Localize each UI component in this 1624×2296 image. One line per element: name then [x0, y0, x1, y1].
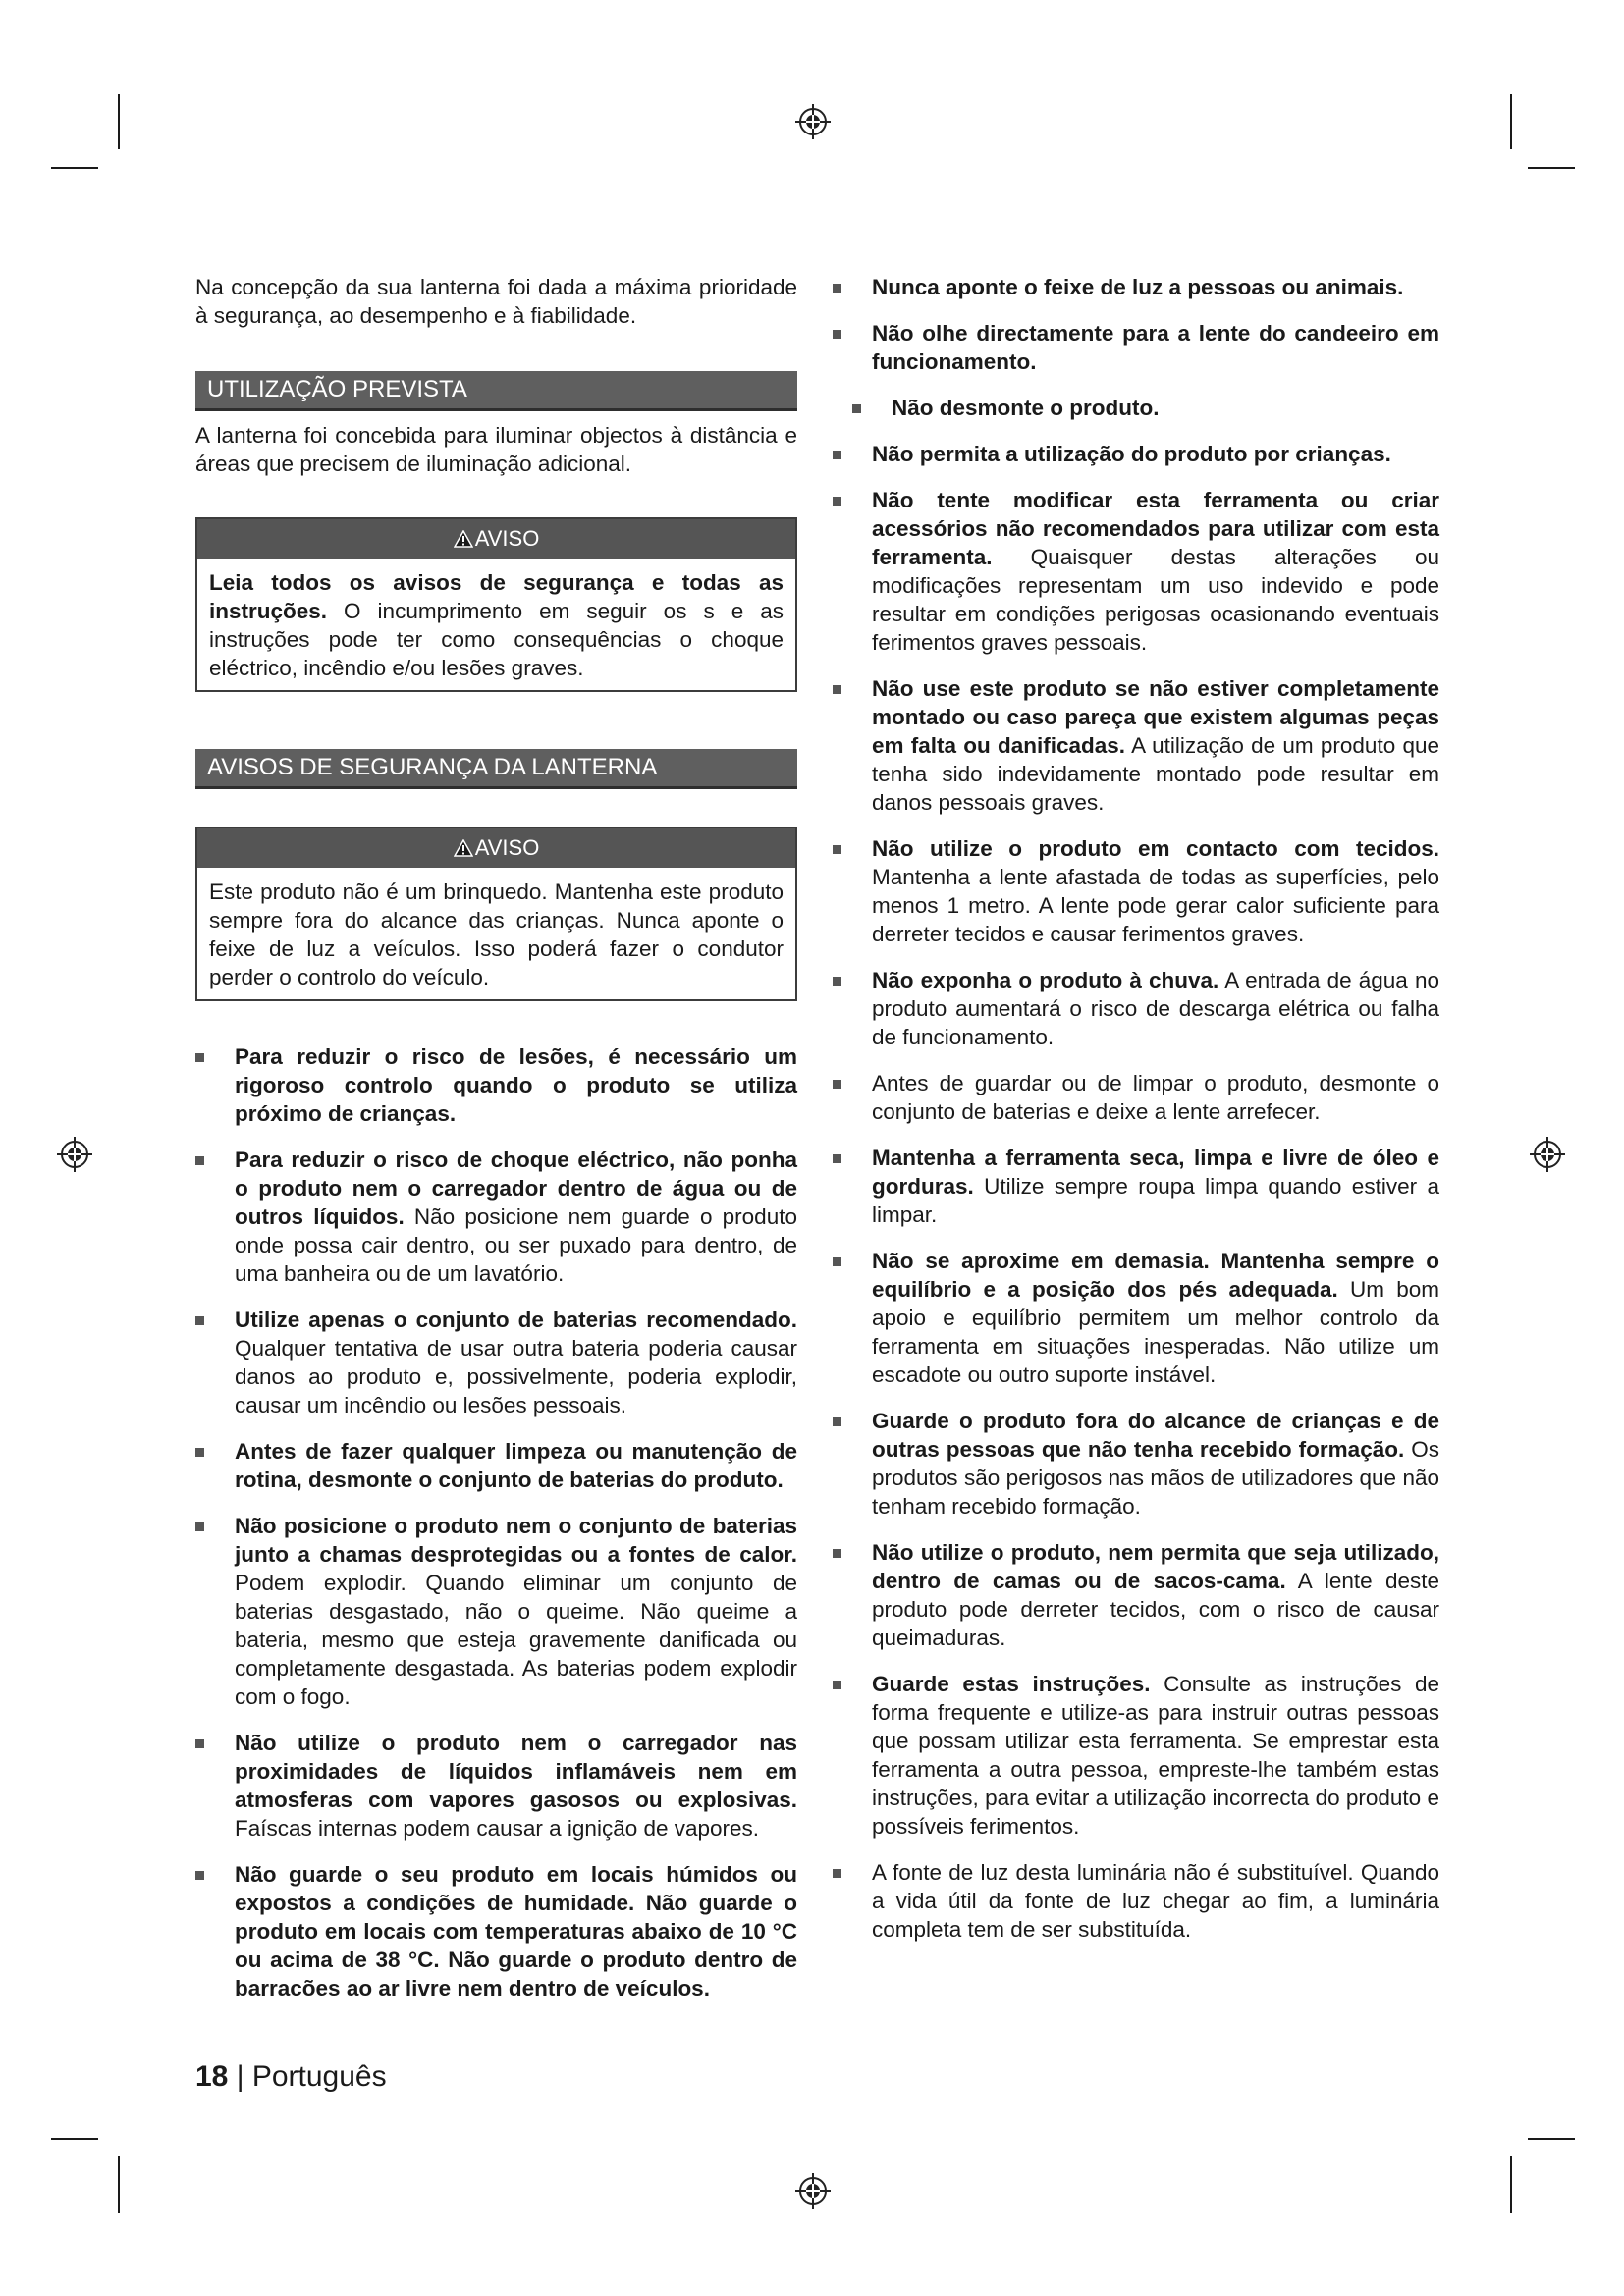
list-item-bold: Não desmonte o produto.: [892, 396, 1160, 420]
list-item: [195, 1437, 797, 1494]
warning-body-bold: Leia todos os avisos de segurança e todas as instruções.: [209, 570, 784, 623]
warning-box: [195, 827, 797, 1001]
list-item-bold: Não posicione o produto nem o conjunto de baterias junto a chamas desprotegidas ou a fontes de calor.: [235, 1514, 797, 1567]
intro-paragraph: Na concepção da sua lanterna foi dada a máxima prioridade à segurança, ao desempenho e à fiabilidade.: [195, 275, 797, 328]
right-column: [833, 273, 1439, 1944]
footer-separator: |: [228, 2060, 252, 2093]
list-item-text: A utilização de um produto que tenha sido indevidamente montado pode resultar em danos pessoais graves.: [872, 733, 1439, 815]
list-item: [833, 1407, 1439, 1521]
list-item-bold: Não utilize o produto em contacto com tecidos.: [872, 836, 1439, 861]
crop-mark: [51, 167, 98, 169]
list-item: [833, 1538, 1439, 1652]
list-item: [195, 1306, 797, 1419]
list-item-bold: Para reduzir o risco de choque eléctrico, não ponha o produto nem o carregador dentro de água ou de outros líquidos.: [235, 1148, 797, 1229]
registration-mark-icon: [1528, 1135, 1567, 1174]
list-item-text: A fonte de luz desta luminária não é substituível. Quando a vida útil da fonte de luz chegar ao fim, a luminária completa tem de ser substituída.: [872, 1860, 1439, 1942]
list-item-text: Quaisquer destas alterações ou modificações representam um uso indevido e pode resultar em condições perigosas ocasionando eventuais ferimentos graves pessoais.: [872, 545, 1439, 655]
list-item: [195, 1042, 797, 1128]
list-item-bold: Guarde o produto fora do alcance de crianças e de outras pessoas que não tenha recebido formação.: [872, 1409, 1439, 1462]
list-item-bold: Não exponha o produto à chuva.: [872, 968, 1219, 992]
list-item-text: Um bom apoio e equilíbrio permitem um melhor controlo da ferramenta em situações inesperadas. Não utilize um escadote ou outro suporte instável.: [872, 1277, 1439, 1387]
list-item: [195, 1512, 797, 1711]
list-item: [833, 1858, 1439, 1944]
list-item-bold: Não se aproxime em demasia. Mantenha sempre o equilíbrio e a posição dos pés adequada.: [872, 1249, 1439, 1302]
list-item-text: Os produtos são perigosos nas mãos de utilizadores que não tenham recebido formação.: [872, 1437, 1439, 1519]
warning-body: Este produto não é um brinquedo. Mantenha este produto sempre fora do alcance das crianças. Nunca aponte o feixe de luz a veículos. Isso poderá fazer o condutor perder o controlo do veículo.: [209, 880, 784, 989]
list-item-text: Mantenha a lente afastada de todas as superfícies, pelo menos 1 metro. A lente pode gerar calor suficiente para derreter tecidos e causar ferimentos graves.: [872, 865, 1439, 946]
crop-mark: [118, 2156, 120, 2213]
list-item-text: A lente deste produto pode derreter tecidos, com o risco de causar queimaduras.: [872, 1569, 1439, 1650]
list-item-bold: Para reduzir o risco de lesões, é necessário um rigoroso controlo quando o produto se utiliza próximo de crianças.: [235, 1044, 797, 1126]
warning-title: AVISO: [474, 835, 540, 860]
list-item-bold: Não tente modificar esta ferramenta ou criar acessórios não recomendados para utilizar com esta ferramenta.: [872, 488, 1439, 569]
list-item-text: Consulte as instruções de forma frequente e utilize-as para instruir outras pessoas que possam utilizar esta ferramenta. Se emprestar esta ferramenta a outra pessoa, empreste-lhe também estas instruções, para evitar a utilização incorrecta do produto e possíveis ferimentos.: [872, 1672, 1439, 1839]
section-heading-safety-warnings: AVISOS DE SEGURANÇA DA LANTERNA: [195, 749, 797, 789]
list-item-bold: Utilize apenas o conjunto de baterias recomendado.: [235, 1308, 797, 1332]
warning-body-rest: O incumprimento em seguir os s e as instruções pode ter como consequências o choque eléctrico, incêndio e/ou lesões graves.: [209, 599, 784, 680]
list-item-bold: Não utilize o produto nem o carregador nas proximidades de líquidos inflamáveis nem em atmosferas com vapores gasosos ou explosivas.: [235, 1731, 797, 1812]
warning-box: [195, 517, 797, 692]
list-item-text: Antes de guardar ou de limpar o produto, desmonte o conjunto de baterias e deixe a lente arrefecer.: [872, 1071, 1439, 1124]
warning-body: [197, 559, 795, 690]
list-item-bold: Guarde estas instruções.: [872, 1672, 1151, 1696]
list-item: [833, 440, 1439, 468]
list-item: [833, 1069, 1439, 1126]
registration-mark-icon: [793, 2171, 833, 2211]
list-item-text: Faíscas internas podem causar a ignição de vapores.: [235, 1816, 760, 1841]
left-column: [195, 273, 797, 2002]
list-item: [195, 1729, 797, 1842]
list-item: [833, 273, 1439, 301]
crop-mark: [1510, 2156, 1512, 2213]
crop-mark: [1528, 2138, 1575, 2140]
warning-triangle-icon: [454, 530, 473, 548]
list-item-text: Podem explodir. Quando eliminar um conjunto de baterias desgastado, não o queime. Não queime a bateria, mesmo que esteja gravemente danificada ou completamente desgastada. As baterias podem explodir com o fogo.: [235, 1571, 797, 1709]
list-item: [833, 486, 1439, 657]
list-item: [833, 966, 1439, 1051]
warning-title: AVISO: [474, 526, 540, 551]
crop-mark: [1528, 167, 1575, 169]
crop-mark: [51, 2138, 98, 2140]
list-item-bold: Mantenha a ferramenta seca, limpa e livre de óleo e gorduras.: [872, 1146, 1439, 1199]
list-item-bold: Não guarde o seu produto em locais húmidos ou expostos a condições de humidade. Não guarde o produto em locais com temperaturas abaixo de 10 °C ou acima de 38 °C. Não guarde o produto dentro de barracões ao ar livre nem dentro de veículos.: [235, 1862, 797, 2001]
list-item-text: Não posicione nem guarde o produto onde possa cair dentro, ou ser puxado para dentro, de uma banheira ou de um lavatório.: [235, 1204, 797, 1286]
list-item: [833, 394, 1439, 422]
list-item: [833, 1247, 1439, 1389]
crop-mark: [1510, 94, 1512, 149]
list-item-bold: Não utilize o produto, nem permita que seja utilizado, dentro de camas ou de sacos-cama.: [872, 1540, 1439, 1593]
registration-mark-icon: [55, 1135, 94, 1174]
list-item: [833, 834, 1439, 948]
crop-mark: [118, 94, 120, 149]
list-item-bold: Não permita a utilização do produto por crianças.: [872, 442, 1391, 466]
footer-language: Português: [251, 2060, 387, 2093]
safety-list-right: [833, 273, 1439, 1944]
list-item: [833, 1670, 1439, 1841]
list-item-bold: Antes de fazer qualquer limpeza ou manutenção de rotina, desmonte o conjunto de baterias do produto.: [235, 1439, 797, 1492]
page-footer: [195, 2059, 387, 2095]
safety-list-left: [195, 1042, 797, 2002]
warning-header: [197, 519, 795, 559]
registration-mark-icon: [793, 102, 833, 141]
list-item: [195, 1860, 797, 2002]
list-item: [833, 1144, 1439, 1229]
list-item-text: Qualquer tentativa de usar outra bateria poderia causar danos ao produto e, possivelmente, poderia explodir, causar um incêndio ou lesões pessoais.: [235, 1336, 797, 1417]
warning-triangle-icon: [454, 839, 473, 857]
list-item: [833, 674, 1439, 817]
list-item-text: Utilize sempre roupa limpa quando estiver a limpar.: [872, 1174, 1439, 1227]
warning-header: [197, 828, 795, 868]
list-item-bold: Não use este produto se não estiver completamente montado ou caso pareça que existem algumas peças em falta ou danificadas.: [872, 676, 1439, 758]
list-item-text: A entrada de água no produto aumentará o risco de descarga elétrica ou falha de funcionamento.: [872, 968, 1439, 1049]
list-item: [195, 1146, 797, 1288]
list-item-bold: Nunca aponte o feixe de luz a pessoas ou animais.: [872, 275, 1404, 299]
page-number: 18: [195, 2060, 229, 2093]
list-item: [833, 319, 1439, 376]
intended-use-paragraph: A lanterna foi concebida para iluminar objectos à distância e áreas que precisem de iluminação adicional.: [195, 423, 797, 476]
list-item-bold: Não olhe directamente para a lente do candeeiro em funcionamento.: [872, 321, 1439, 374]
section-heading-intended-use: UTILIZAÇÃO PREVISTA: [195, 371, 797, 411]
